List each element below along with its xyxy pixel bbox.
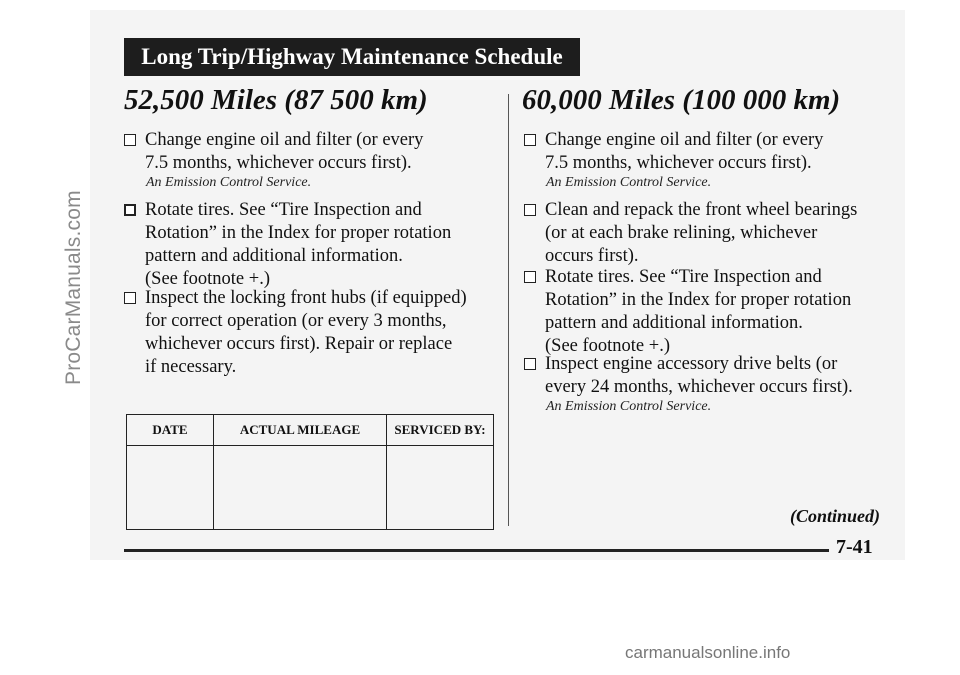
left-item-2: [124, 199, 515, 291]
checkbox-icon: [124, 134, 136, 146]
right-item-3: [524, 266, 915, 358]
item-line: if necessary.: [145, 357, 237, 377]
footer-rule: [124, 549, 829, 552]
column-divider: [508, 94, 509, 526]
item-line: Inspect engine accessory drive belts (or: [545, 354, 838, 374]
item-line: (See footnote +.): [545, 336, 670, 356]
table-header-row: [127, 415, 494, 446]
right-item-4-note: An Emission Control Service.: [546, 399, 712, 414]
left-item-1: [124, 129, 515, 175]
item-line: occurs first).: [545, 246, 639, 266]
item-line: 7.5 months, whichever occurs first).: [545, 153, 812, 173]
item-line: every 24 months, whichever occurs first).: [545, 377, 853, 397]
serviced-by-cell[interactable]: [387, 446, 494, 530]
left-item-3: [124, 287, 525, 379]
item-line: (See footnote +.): [145, 269, 270, 289]
right-item-2: [524, 199, 915, 268]
item-line: (or at each brake relining, whichever: [545, 223, 818, 243]
date-cell[interactable]: [127, 446, 214, 530]
right-heading: 60,000 Miles (100 000 km): [522, 84, 841, 116]
item-line: Rotation” in the Index for proper rotation: [145, 223, 452, 243]
checkbox-icon: [524, 358, 536, 370]
item-line: Rotate tires. See “Tire Inspection and: [145, 200, 422, 220]
header-serviced-by: SERVICED BY:: [387, 415, 494, 446]
side-watermark: ProCarManuals.com: [62, 190, 85, 385]
header-actual-mileage: ACTUAL MILEAGE: [214, 415, 387, 446]
checkbox-icon: [524, 134, 536, 146]
item-line: Rotation” in the Index for proper rotation: [545, 290, 852, 310]
right-item-1: [524, 129, 915, 175]
item-line: for correct operation (or every 3 months,: [145, 311, 447, 331]
section-banner: Long Trip/Highway Maintenance Schedule: [124, 38, 580, 76]
left-heading: 52,500 Miles (87 500 km): [124, 84, 428, 116]
item-line: pattern and additional information.: [145, 246, 403, 266]
checkbox-icon: [524, 271, 536, 283]
right-item-1-note: An Emission Control Service.: [546, 175, 712, 190]
item-line: Inspect the locking front hubs (if equipped): [145, 288, 467, 308]
left-item-1-note: An Emission Control Service.: [146, 175, 312, 190]
page-number: 7-41: [836, 536, 873, 558]
mileage-cell[interactable]: [214, 446, 387, 530]
continued-label: (Continued): [790, 506, 881, 526]
table-row: [127, 446, 494, 530]
right-item-4: [524, 353, 915, 399]
item-line: Change engine oil and filter (or every: [545, 130, 824, 150]
item-line: 7.5 months, whichever occurs first).: [145, 153, 412, 173]
item-line: Change engine oil and filter (or every: [145, 130, 424, 150]
item-line: Rotate tires. See “Tire Inspection and: [545, 267, 822, 287]
item-line: Clean and repack the front wheel bearings: [545, 200, 858, 220]
checkbox-icon: [124, 204, 136, 216]
item-line: pattern and additional information.: [545, 313, 803, 333]
bottom-watermark: carmanualsonline.info: [625, 643, 791, 662]
header-date: DATE: [127, 415, 214, 446]
service-record-table: [126, 414, 494, 530]
item-line: whichever occurs first). Repair or replace: [145, 334, 453, 354]
checkbox-icon: [524, 204, 536, 216]
checkbox-icon: [124, 292, 136, 304]
